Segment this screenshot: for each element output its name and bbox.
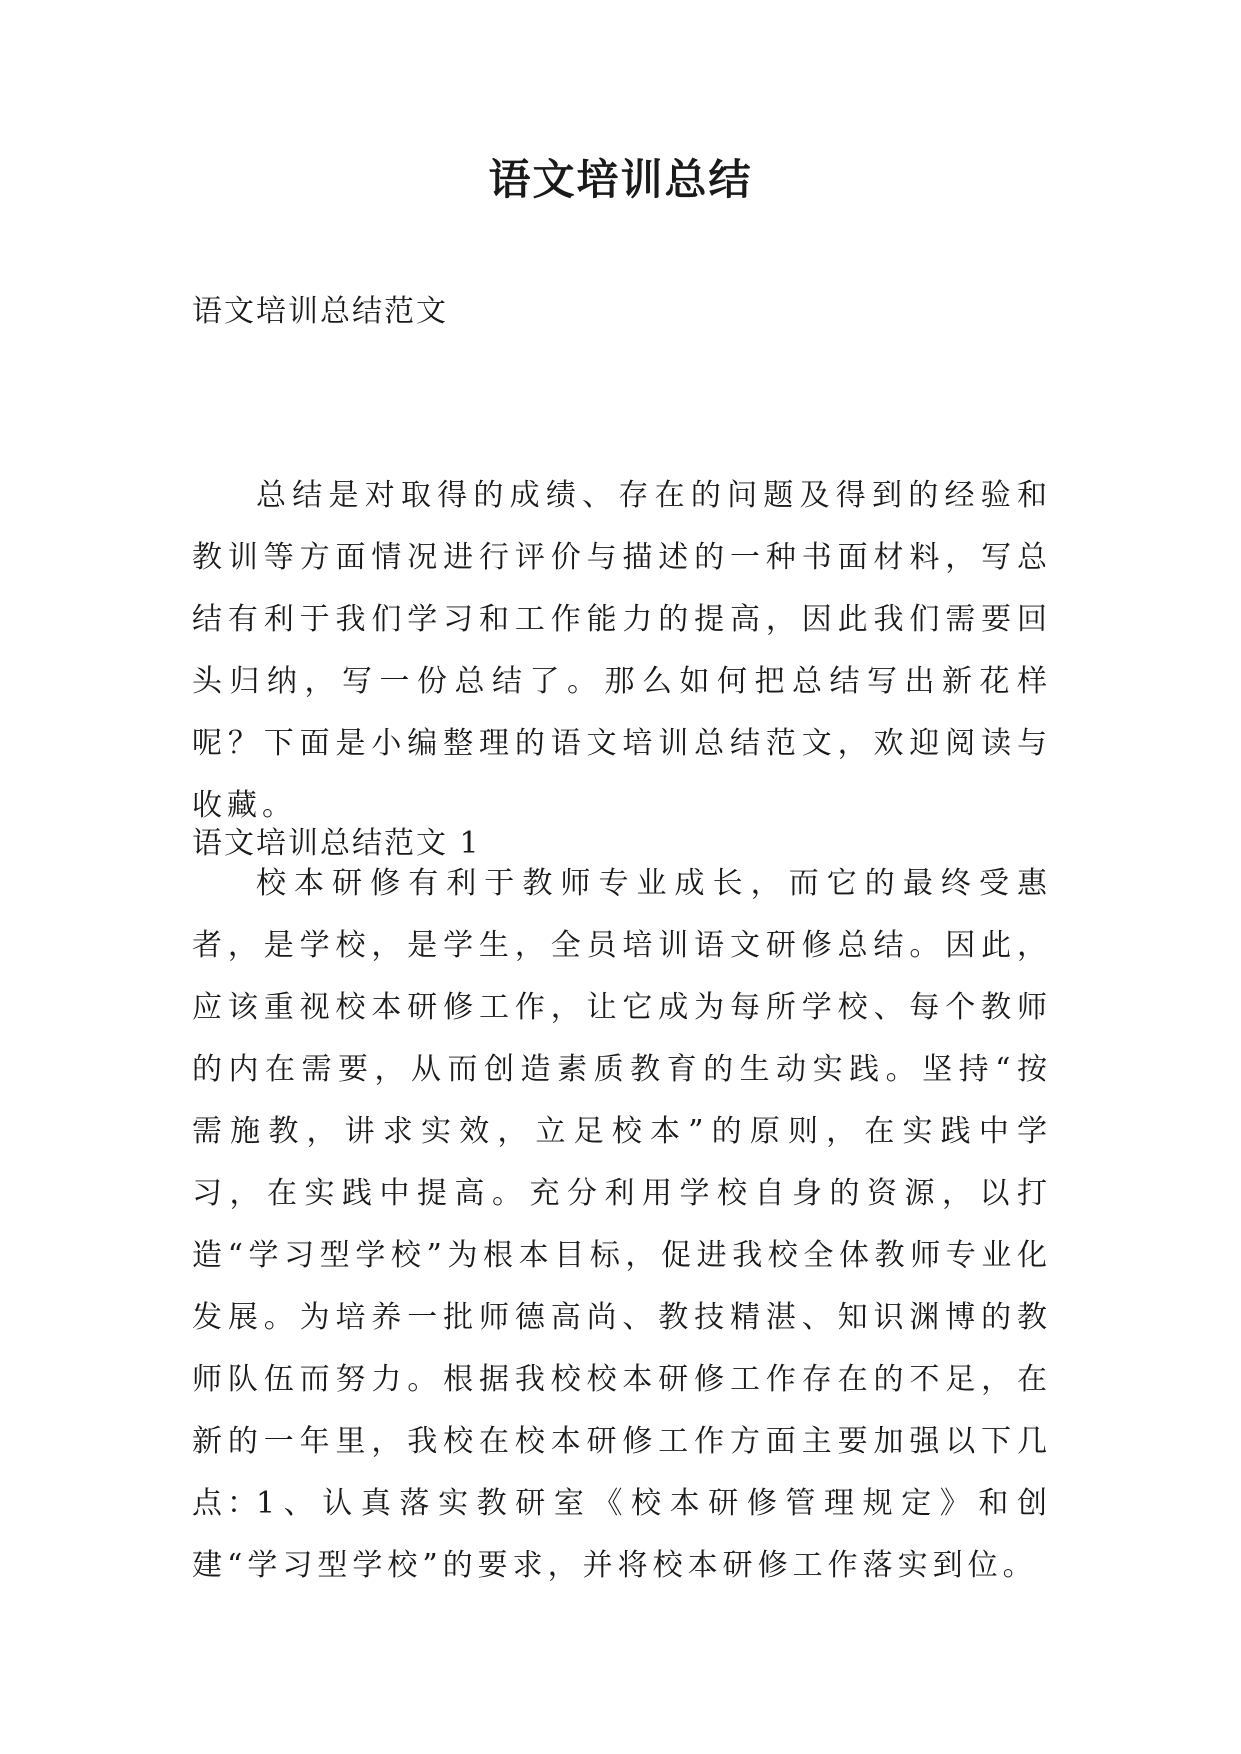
section-body-paragraph: 校本研修有利于教师专业成长，而它的最终受惠者，是学校，是学生，全员培训语文研修总结。因此，应该重视校本研修工作，让它成为每所学校、每个教师的内在需要，从而创造素质教育的生动实践。坚持“按需施教，讲求实效，立足校本”的原则，在实践中学习，在实践中提高。充分利用学校自身的资源，以打造“学习型学校”为根本目标，促进我校全体教师专业化发展。为培养一批师德高尚、教技精湛、知识渊博的教师队伍而努力。根据我校校本研修工作存在的不足，在新的一年里，我校在校本研修工作方面主要加强以下几点： xyxy=(192,866,1052,1521)
section-heading: 语文培训总结范文 1 xyxy=(192,826,481,861)
numbered-point-paragraph: 1、认真落实教研室《校本研修管理规定》和创建“学习型学校”的要求，并将校本研修工作落实到位。 xyxy=(192,1486,1052,1583)
document-subtitle: 语文培训总结范文 xyxy=(192,294,448,329)
document-title: 语文培训总结 xyxy=(488,155,753,204)
intro-paragraph: 总结是对取得的成绩、存在的问题及得到的经验和教训等方面情况进行评价与描述的一种书面材料，写总结有利于我们学习和工作能力的提高，因此我们需要回头归纳，写一份总结了。那么如何把总结写出新花样呢？下面是小编整理的语文培训总结范文，欢迎阅读与收藏。 xyxy=(192,478,1052,823)
